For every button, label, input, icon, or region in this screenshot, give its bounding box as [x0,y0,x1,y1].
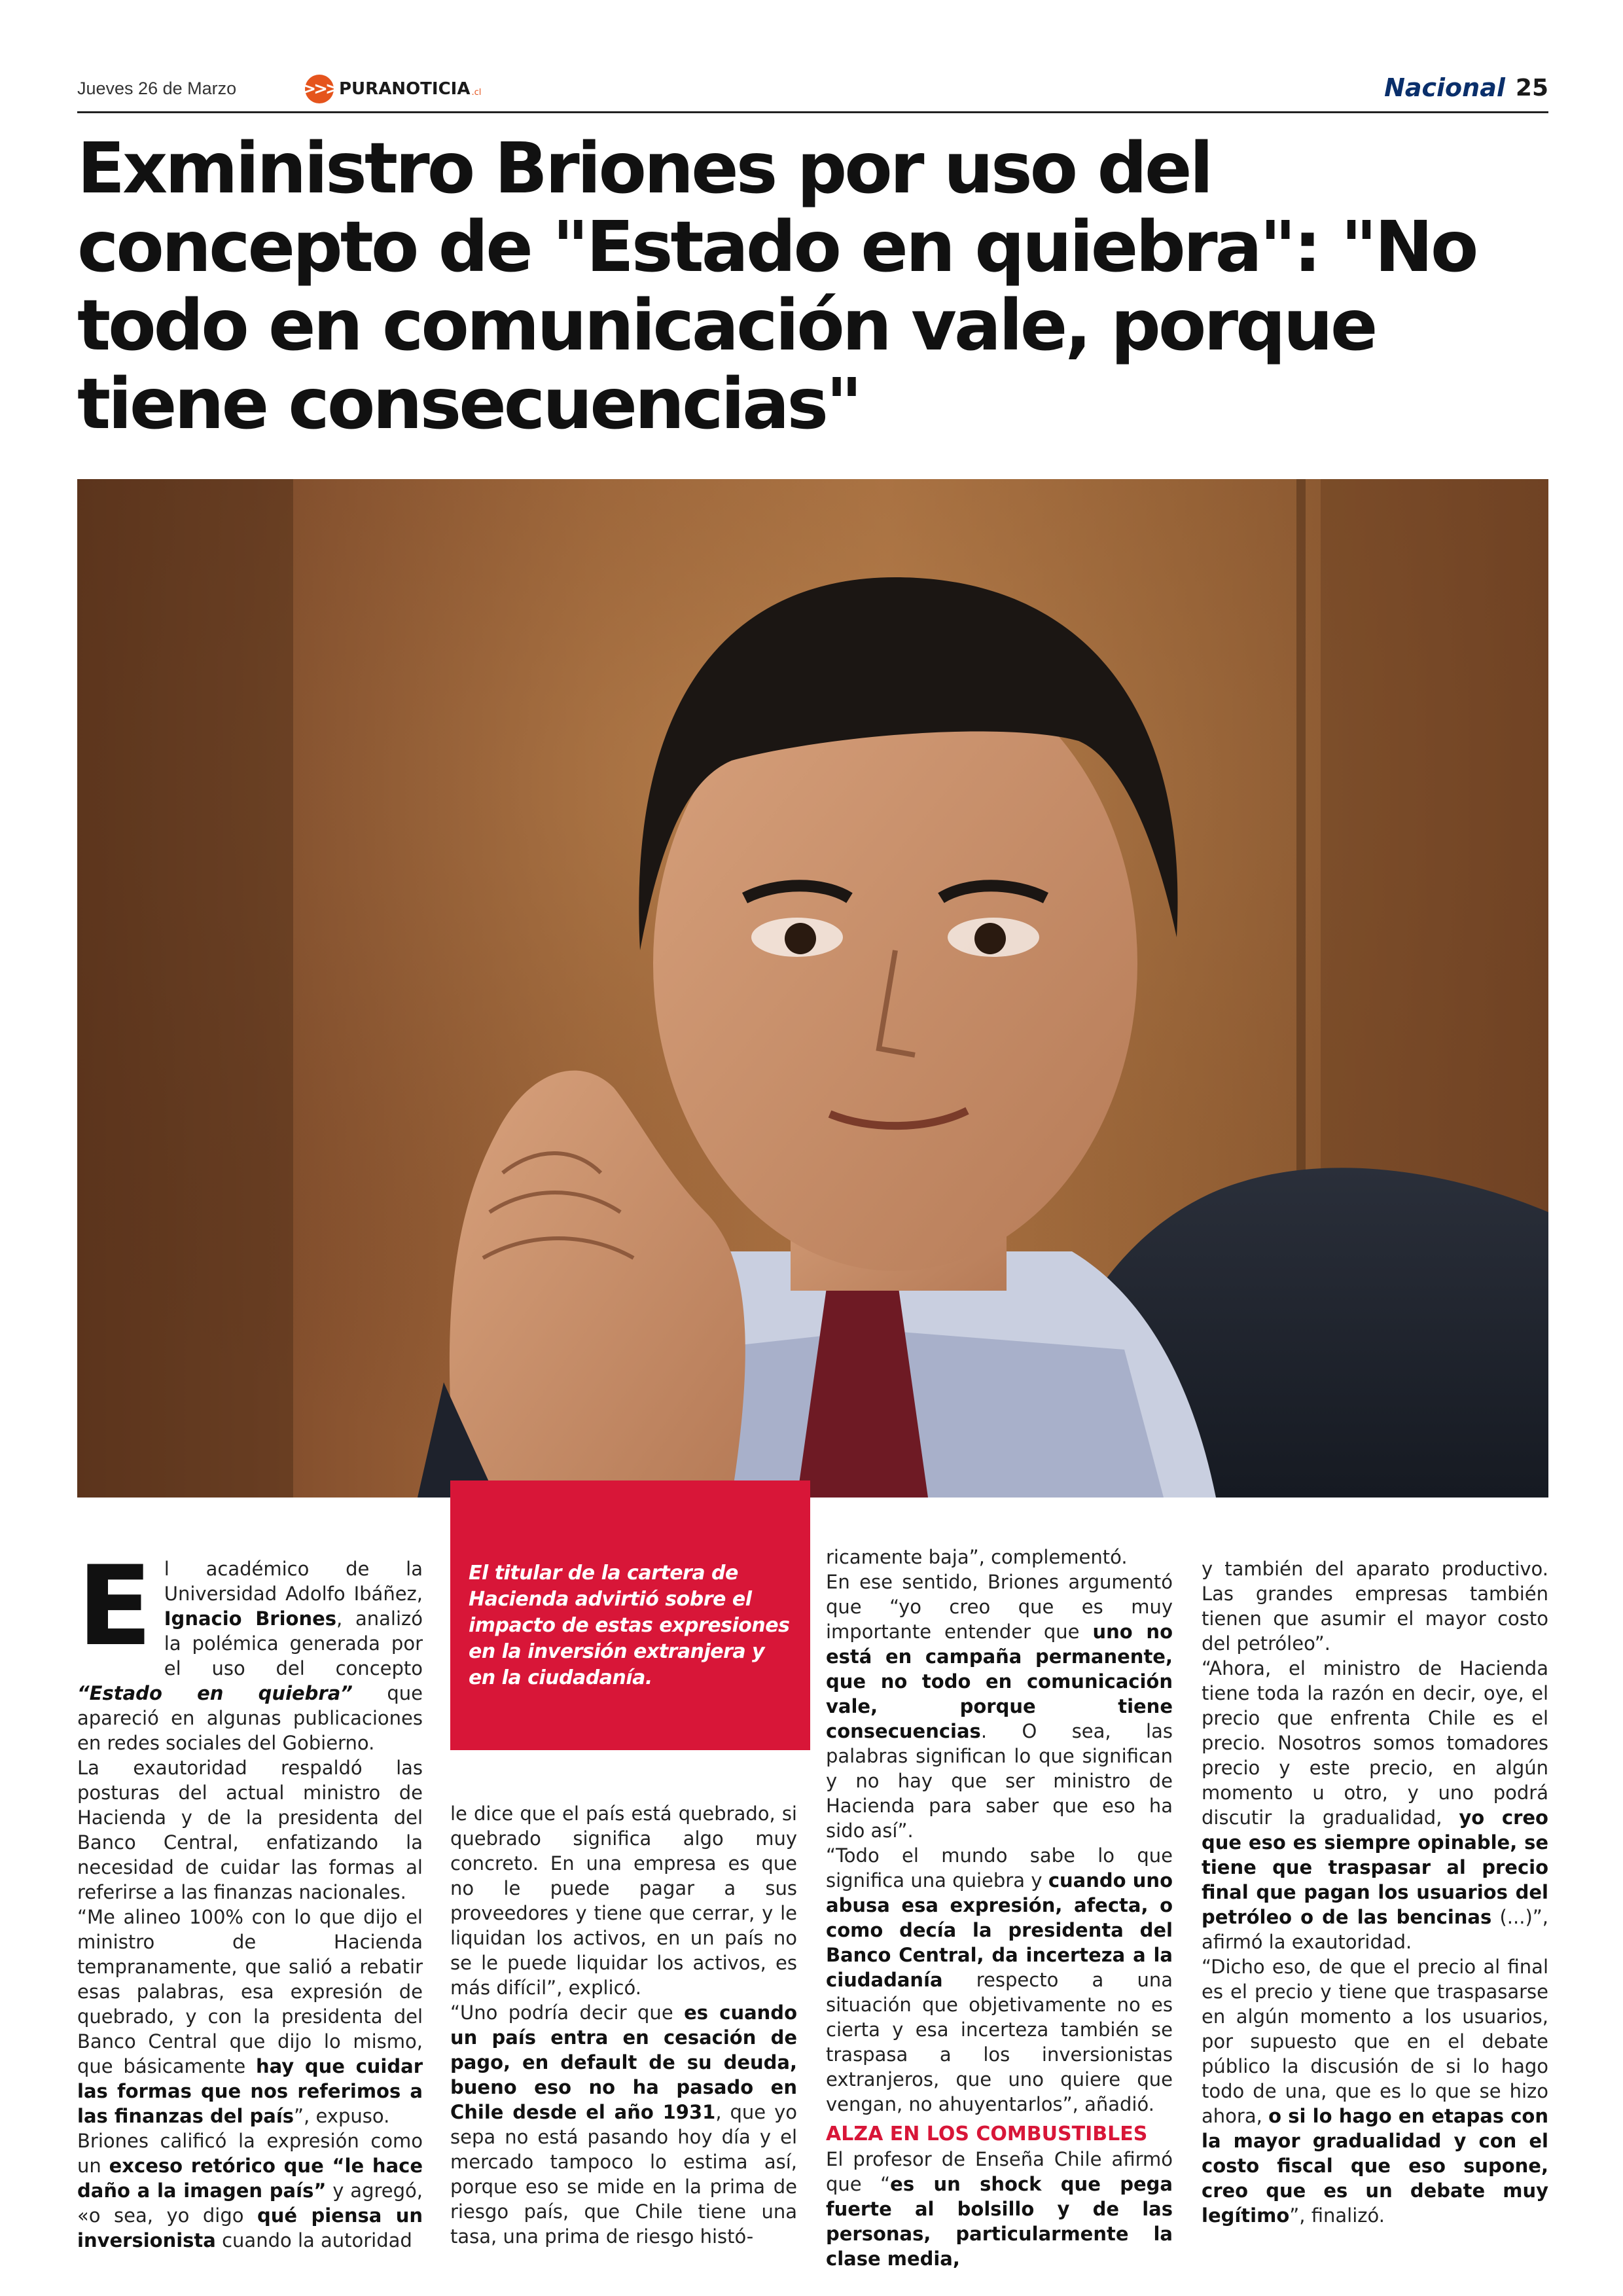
article-paragraph: El profesor de Enseña Chile afirmó que “es un shock que pega fuerte al bolsillo y de las personas, particularmente la clase media, [826,2148,1173,2270]
article-paragraph: En ese sentido, Briones argumentó que “yo creo que es muy importante entender que uno no está en campaña permanente, que no todo en comunicación vale, porque tiene consecuencias. O sea, las palabras significan lo que significan y no hay que ser ministro de Hacienda para saber que eso ha sido así”. [826,1571,1173,1842]
brand-name: PURANOTICIA [339,79,471,99]
article-paragraph: le dice que el país está quebrado, si quebrado significa algo muy concreto. En una empresa es que no le puede pagar a sus proveedores y tiene que cerrar, y le liquidan los activos, en un país no se le puede liquidar los activos, es más difícil”, explicó. [450,1803,797,1999]
article-column-3 [826,1545,1173,2271]
page-number: 25 [1515,74,1548,101]
article-paragraph: y también del aparato productivo. Las grandes empresas también tienen que asumir el mayor costo del petróleo”. [1202,1558,1548,1655]
article-paragraph: “Uno podría decir que es cuando un país entra en cesación de pago, en default de su deuda, bueno eso no ha pasado en Chile desde el año 1931, que yo sepa no está pasando hoy día y el mercado tampoco lo estima así, porque eso se mide en la prima de riesgo país, que Chile tiene una tasa, una prima de riesgo histó- [450,2001,797,2248]
article-column-4 [1202,1556,1548,2228]
section-subhead: ALZA EN LOS COMBUSTIBLES [826,2123,1148,2145]
portrait-illustration [77,479,1548,1498]
brand-arrows-icon: >>> [305,75,334,103]
issue-date: Jueves 26 de Marzo [77,79,237,98]
portrait-photo [77,479,1548,1498]
brand-suffix: .cl [471,87,482,98]
drop-cap: E [77,1542,152,1670]
article-paragraph: “Dicho eso, de que el precio al final es el precio y tiene que traspasarse en algún momento a los usuarios, por supuesto que en el debate público la discusión de si lo hago todo de una, que es lo que se hizo ahora, o si lo hago en etapas con la mayor gradualidad y con el costo fiscal que eso supone, creo que es un debate muy legítimo”, finalizó. [1202,1956,1548,2227]
article-paragraph: ricamente baja”, complementó. [826,1546,1128,1568]
pull-quote-box [450,1480,810,1750]
article-paragraph: El académico de la Universidad Adolfo Ibáñez, Ignacio Briones, analizó la polémica generada por el uso del concepto “Estado en quiebra” que apareció en algunas publicaciones en redes sociales del Gobierno. [77,1542,423,1754]
headline: Exministro Briones por uso del concepto de "Estado en quiebra": "No todo en comunicación vale, porque tiene consecuencias" [77,128,1476,445]
page-header [77,73,1548,113]
brand-logo[interactable] [302,73,482,105]
article-column-1 [77,1542,423,2253]
article-paragraph: La exautoridad respaldó las posturas del actual ministro de Hacienda y de la presidenta del Banco Central, enfatizando la necesidad de cuidar las formas al referirse a las finanzas nacionales. [77,1757,423,1903]
header-divider [77,111,1548,113]
article-paragraph: “Todo el mundo sabe lo que significa una quiebra y cuando uno abusa esa expresión, afecta, o como decía la presidenta del Banco Central, da incerteza a la ciudadanía respecto a una situación que objetivamente no es cierta y esa incerteza también se traspasa a los inversionistas extranjeros, que uno quiere que vengan, no ahuyentarlos”, añadió. [826,1844,1173,2115]
section-label [1384,73,1548,102]
article-paragraph: “Ahora, el ministro de Hacienda tiene toda la razón en decir, oye, el precio que enfrenta Chile es el precio. Nosotros somos tomadores precio y este precio, en algún momento u otro, y uno podrá discutir la gradualidad, yo creo que eso es siempre opinable, se tiene que traspasar al precio final que pagan los usuarios del petróleo o de las bencinas (...)”, afirmó la exautoridad. [1202,1657,1548,1953]
article-paragraph: Briones calificó la expresión como un exceso retórico que “le hace daño a la imagen país” y agregó, «o sea, yo digo qué piensa un inversionista cuando la autoridad [77,2130,423,2251]
pull-quote-text: El titular de la cartera de Hacienda advirtió sobre el impacto de estas expresiones en la inversión extranjera y en la ciudadanía. [469,1562,790,1689]
section-name: Nacional [1384,73,1505,102]
article-paragraph: “Me alineo 100% con lo que dijo el ministro de Hacienda tempranamente, que salió a rebatir esas palabras, esa expresión de quebrado, y con la presidenta del Banco Central que dijo lo mismo, que básicamente hay que cuidar las formas que nos referimos a las finanzas del país”, expuso. [77,1906,423,2127]
article-column-2 [450,1801,797,2249]
